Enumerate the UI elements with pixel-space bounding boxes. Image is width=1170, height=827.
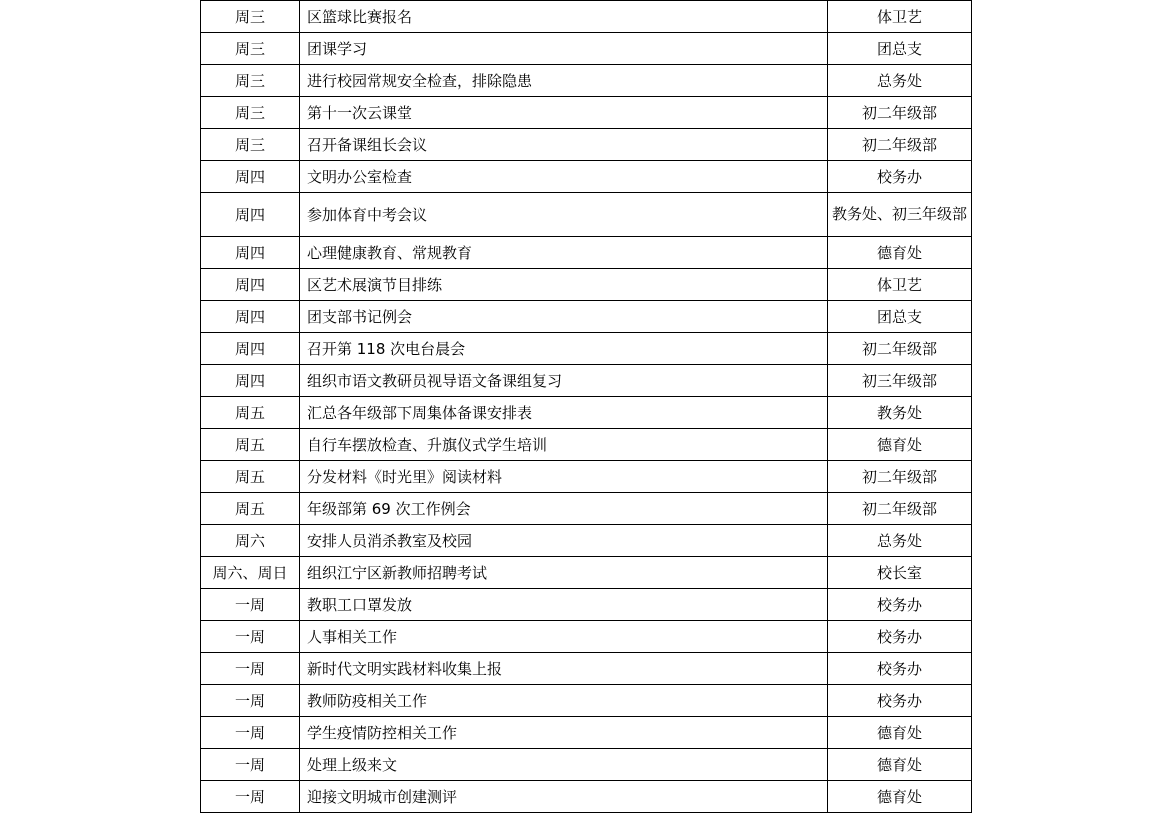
task-cell: 团支部书记例会: [300, 301, 828, 333]
day-cell: 一周: [201, 621, 300, 653]
table-row: [201, 589, 972, 621]
table-row: [201, 301, 972, 333]
department-cell: 校务办: [828, 685, 972, 717]
task-cell: 教师防疫相关工作: [300, 685, 828, 717]
task-cell: 心理健康教育、常规教育: [300, 237, 828, 269]
table-row: [201, 1, 972, 33]
table-row: [201, 493, 972, 525]
table-row: [201, 129, 972, 161]
day-cell: 一周: [201, 653, 300, 685]
table-row: [201, 33, 972, 65]
task-cell: 处理上级来文: [300, 749, 828, 781]
task-cell: 安排人员消杀教室及校园: [300, 525, 828, 557]
department-cell: 团总支: [828, 33, 972, 65]
day-cell: 周五: [201, 429, 300, 461]
table-row: [201, 161, 972, 193]
task-cell: 汇总各年级部下周集体备课安排表: [300, 397, 828, 429]
day-cell: 周五: [201, 493, 300, 525]
day-cell: 周五: [201, 461, 300, 493]
department-cell: 校务办: [828, 161, 972, 193]
task-cell: 分发材料《时光里》阅读材料: [300, 461, 828, 493]
task-cell: 迎接文明城市创建测评: [300, 781, 828, 813]
task-cell: 学生疫情防控相关工作: [300, 717, 828, 749]
department-cell: 初二年级部: [828, 493, 972, 525]
task-cell: 团课学习: [300, 33, 828, 65]
table-row: [201, 781, 972, 813]
department-cell: 体卫艺: [828, 269, 972, 301]
department-cell: 总务处: [828, 65, 972, 97]
day-cell: 一周: [201, 589, 300, 621]
task-cell: 区篮球比赛报名: [300, 1, 828, 33]
task-cell: 新时代文明实践材料收集上报: [300, 653, 828, 685]
day-cell: 周三: [201, 65, 300, 97]
task-cell: 进行校园常规安全检查，排除隐患: [300, 65, 828, 97]
table-row: [201, 429, 972, 461]
day-cell: 周六、周日: [201, 557, 300, 589]
table-row: [201, 365, 972, 397]
schedule-table: [200, 0, 972, 813]
department-cell: 总务处: [828, 525, 972, 557]
task-cell: 召开第 118 次电台晨会: [300, 333, 828, 365]
day-cell: 周四: [201, 193, 300, 237]
department-cell: 校长室: [828, 557, 972, 589]
table-row: [201, 749, 972, 781]
department-cell: 教务处、初三年级部: [828, 193, 972, 237]
day-cell: 周四: [201, 301, 300, 333]
table-row: [201, 685, 972, 717]
department-cell: 初二年级部: [828, 129, 972, 161]
day-cell: 一周: [201, 685, 300, 717]
day-cell: 周三: [201, 97, 300, 129]
table-row: [201, 653, 972, 685]
day-cell: 周五: [201, 397, 300, 429]
task-cell: 人事相关工作: [300, 621, 828, 653]
department-cell: 初三年级部: [828, 365, 972, 397]
task-cell: 召开备课组长会议: [300, 129, 828, 161]
department-cell: 德育处: [828, 717, 972, 749]
task-cell: 第十一次云课堂: [300, 97, 828, 129]
table-row: [201, 333, 972, 365]
department-cell: 德育处: [828, 429, 972, 461]
day-cell: 周四: [201, 365, 300, 397]
department-cell: 初二年级部: [828, 97, 972, 129]
table-row: [201, 269, 972, 301]
task-cell: 教职工口罩发放: [300, 589, 828, 621]
task-cell: 年级部第 69 次工作例会: [300, 493, 828, 525]
day-cell: 周六: [201, 525, 300, 557]
day-cell: 一周: [201, 781, 300, 813]
table-row: [201, 97, 972, 129]
day-cell: 一周: [201, 749, 300, 781]
table-row: [201, 717, 972, 749]
schedule-table-body: [201, 1, 972, 813]
department-cell: 体卫艺: [828, 1, 972, 33]
department-cell: 教务处: [828, 397, 972, 429]
day-cell: 周四: [201, 269, 300, 301]
task-cell: 参加体育中考会议: [300, 193, 828, 237]
department-cell: 初二年级部: [828, 461, 972, 493]
department-cell: 校务办: [828, 653, 972, 685]
task-cell: 组织江宁区新教师招聘考试: [300, 557, 828, 589]
day-cell: 一周: [201, 717, 300, 749]
day-cell: 周三: [201, 1, 300, 33]
department-cell: 校务办: [828, 621, 972, 653]
table-row: [201, 397, 972, 429]
department-cell: 德育处: [828, 749, 972, 781]
day-cell: 周四: [201, 333, 300, 365]
table-row: [201, 237, 972, 269]
table-row: [201, 461, 972, 493]
task-cell: 区艺术展演节目排练: [300, 269, 828, 301]
task-cell: 文明办公室检查: [300, 161, 828, 193]
day-cell: 周三: [201, 129, 300, 161]
table-row: [201, 525, 972, 557]
table-row: [201, 621, 972, 653]
department-cell: 德育处: [828, 237, 972, 269]
day-cell: 周三: [201, 33, 300, 65]
table-row: [201, 557, 972, 589]
department-cell: 初二年级部: [828, 333, 972, 365]
task-cell: 自行车摆放检查、升旗仪式学生培训: [300, 429, 828, 461]
table-row: [201, 193, 972, 237]
department-cell: 校务办: [828, 589, 972, 621]
department-cell: 团总支: [828, 301, 972, 333]
day-cell: 周四: [201, 161, 300, 193]
task-cell: 组织市语文教研员视导语文备课组复习: [300, 365, 828, 397]
department-cell: 德育处: [828, 781, 972, 813]
day-cell: 周四: [201, 237, 300, 269]
table-row: [201, 65, 972, 97]
